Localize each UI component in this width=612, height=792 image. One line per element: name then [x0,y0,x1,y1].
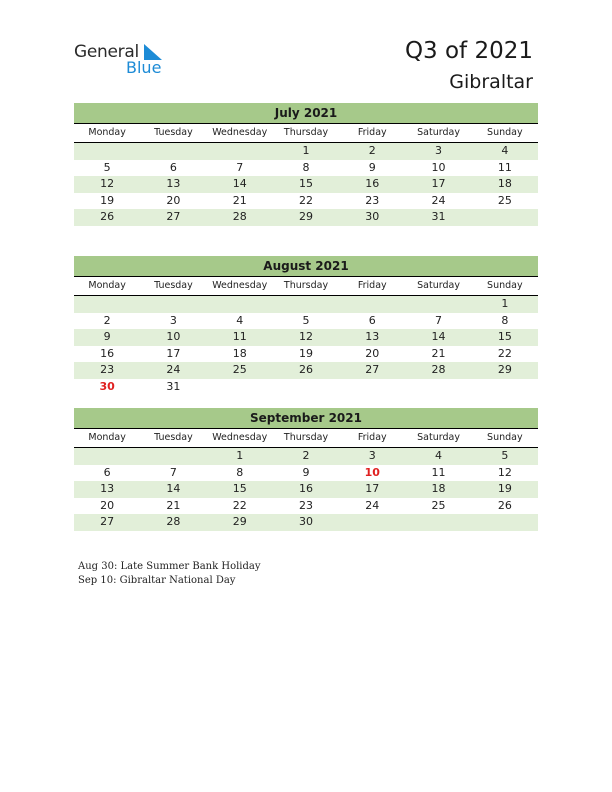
day-cell: 3 [435,144,443,157]
week-row [74,176,538,193]
weekday-label: Monday [88,280,126,291]
day-cell: 30 [298,515,313,528]
day-cell [472,514,538,531]
weekday-label: Tuesday [154,432,193,443]
day-cell: 14 [431,330,446,343]
weekday-label: Thursday [283,280,329,291]
day-cell: 31 [166,379,181,393]
day-cell: 6 [169,160,177,174]
day-cell: 13 [166,177,181,190]
day-cell: 7 [435,313,443,327]
month-title: August 2021 [74,256,538,277]
weekday-label: Wednesday [212,127,268,138]
day-cell: 21 [232,193,247,207]
weekday-label: Sunday [487,432,523,443]
country-name: Gibraltar [449,71,533,93]
day-cell [339,379,405,396]
day-cell [207,143,273,160]
day-cell [405,514,471,531]
day-cell: 15 [497,330,512,343]
day-cell: 18 [431,482,446,495]
day-cell: 22 [232,498,247,512]
day-cell: 4 [501,144,509,157]
day-cell: 8 [501,313,509,327]
day-cell [472,379,538,396]
day-cell: 14 [232,177,247,190]
day-cell: 29 [232,515,247,528]
week-row [74,329,538,346]
week-row [74,209,538,226]
day-cell [74,143,140,160]
day-cell: 14 [166,482,181,495]
day-cell [207,379,273,396]
day-cell: 28 [166,515,181,528]
week-row [74,193,538,210]
weekday-label: Wednesday [212,280,268,291]
week-row [74,362,538,379]
day-cell: 22 [298,193,313,207]
weekday-header-row [74,124,538,143]
week-row [74,346,538,363]
day-cell: 11 [232,330,247,343]
day-cell: 7 [236,160,244,174]
day-cell: 19 [298,346,313,360]
day-cell: 20 [100,498,115,512]
week-row [74,514,538,531]
weekday-label: Saturday [417,127,460,138]
logo-word-blue: Blue [126,58,162,77]
weekday-label: Tuesday [154,127,193,138]
day-cell [140,448,206,465]
holiday-notes [78,560,261,587]
day-cell: 20 [365,346,380,360]
weekday-label: Wednesday [212,432,268,443]
day-cell: 18 [232,346,247,360]
day-cell: 12 [100,177,115,190]
day-cell [472,209,538,226]
day-cell: 1 [302,144,310,157]
day-cell: 21 [166,498,181,512]
day-cell: 2 [368,144,376,157]
day-cell: 16 [100,346,115,360]
day-cell: 28 [232,210,247,223]
week-row [74,143,538,160]
day-cell: 30 [365,210,380,223]
holiday-day-cell: 10 [364,465,380,479]
holiday-day-cell: 30 [99,379,115,393]
day-cell: 9 [302,465,310,479]
day-cell: 29 [497,363,512,376]
day-cell: 16 [298,482,313,495]
day-cell: 28 [431,363,446,376]
day-cell: 19 [497,482,512,495]
holiday-note: Sep 10: Gibraltar National Day [78,574,236,586]
month-calendar [74,256,538,395]
weekday-header-row [74,277,538,296]
day-cell: 4 [435,449,443,462]
month-title: September 2021 [74,408,538,429]
day-cell: 11 [431,465,446,479]
day-cell: 2 [103,313,111,327]
day-cell: 19 [100,193,115,207]
weekday-label: Tuesday [154,280,193,291]
day-cell: 31 [431,210,446,223]
day-cell: 27 [365,363,380,376]
weekday-label: Thursday [283,432,329,443]
day-cell: 17 [166,346,181,360]
day-cell: 26 [298,363,313,376]
day-cell: 25 [431,498,446,512]
day-cell: 26 [100,210,115,223]
week-row [74,296,538,313]
general-blue-logo [74,42,184,82]
weekday-header-row [74,429,538,448]
week-row [74,160,538,177]
day-cell: 6 [368,313,376,327]
weekday-label: Thursday [283,127,329,138]
month-calendar [74,103,538,226]
day-cell: 5 [501,449,509,462]
day-cell: 5 [302,313,310,327]
day-cell: 27 [166,210,181,223]
week-row [74,498,538,515]
month-calendar [74,408,538,531]
day-cell: 23 [100,363,115,376]
holiday-note: Aug 30: Late Summer Bank Holiday [78,561,261,572]
day-cell: 7 [169,465,177,479]
day-cell: 8 [302,160,310,174]
day-cell: 13 [100,482,115,495]
day-cell: 17 [431,177,446,190]
day-cell: 23 [298,498,313,512]
day-cell: 12 [298,330,313,343]
day-cell: 13 [365,330,380,343]
week-row [74,313,538,330]
day-cell [140,296,206,313]
day-cell: 5 [103,160,111,174]
weekday-label: Friday [357,432,387,443]
day-cell: 17 [365,482,380,495]
day-cell: 12 [497,465,512,479]
day-cell: 3 [368,449,376,462]
day-cell: 18 [497,177,512,190]
day-cell: 10 [166,330,181,343]
week-row [74,448,538,465]
weekday-label: Friday [357,280,387,291]
day-cell [74,296,140,313]
day-cell: 20 [166,193,181,207]
day-cell: 11 [497,160,512,174]
day-cell: 2 [302,449,310,462]
day-cell: 24 [431,193,446,207]
day-cell [405,296,471,313]
day-cell: 16 [365,177,380,190]
day-cell: 25 [497,193,512,207]
day-cell: 1 [501,297,509,310]
day-cell: 26 [497,498,512,512]
day-cell: 6 [103,465,111,479]
day-cell: 15 [298,177,313,190]
day-cell: 27 [100,515,115,528]
day-cell [74,448,140,465]
day-cell: 24 [365,498,380,512]
week-row [74,379,538,396]
day-cell [405,379,471,396]
day-cell: 4 [236,313,244,327]
weekday-label: Sunday [487,127,523,138]
day-cell: 8 [236,465,244,479]
week-row [74,481,538,498]
page-title: Q3 of 2021 [404,38,533,64]
logo-word-general: General [74,42,139,62]
weekday-label: Monday [88,432,126,443]
day-cell: 9 [103,330,111,343]
day-cell: 21 [431,346,446,360]
day-cell [273,379,339,396]
day-cell [207,296,273,313]
day-cell [273,296,339,313]
day-cell [339,296,405,313]
day-cell: 23 [365,193,380,207]
week-row [74,465,538,482]
day-cell: 25 [232,363,247,376]
day-cell: 22 [497,346,512,360]
day-cell [140,143,206,160]
day-cell: 24 [166,363,181,376]
day-cell: 3 [169,313,177,327]
day-cell: 9 [368,160,376,174]
month-title: July 2021 [74,103,538,124]
day-cell: 15 [232,482,247,495]
weekday-label: Friday [357,127,387,138]
day-cell: 10 [431,160,446,174]
day-cell: 29 [298,210,313,223]
day-cell: 1 [236,449,244,462]
weekday-label: Saturday [417,280,460,291]
weekday-label: Saturday [417,432,460,443]
weekday-label: Monday [88,127,126,138]
weekday-label: Sunday [487,280,523,291]
day-cell [339,514,405,531]
